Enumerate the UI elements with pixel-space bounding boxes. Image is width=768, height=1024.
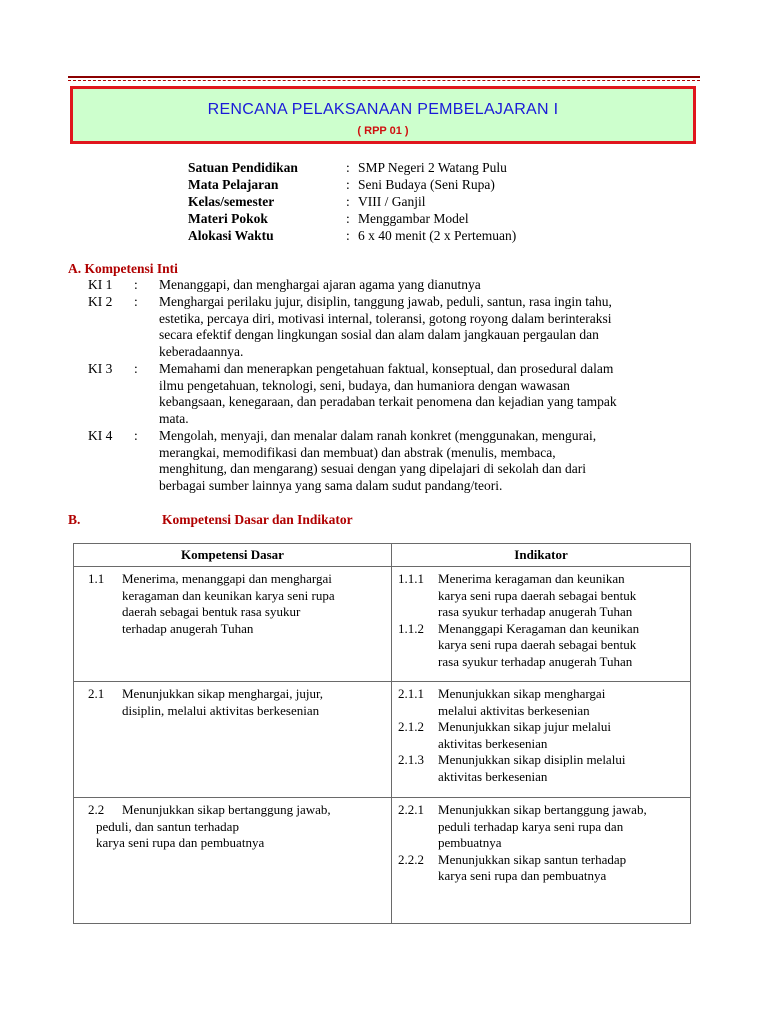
section-b-heading: Kompetensi Dasar dan Indikator [162, 512, 353, 527]
identity-colon: : [346, 194, 350, 209]
indicator-item [398, 621, 686, 671]
identity-row [188, 193, 516, 210]
table-row [74, 567, 691, 682]
ki-line: Menanggapi, dan menghargai ajaran agama yang dianutnya [159, 277, 481, 292]
kd-number: 2.2 [88, 802, 105, 817]
indicator-line: karya seni rupa daerah sebagai bentuk [438, 587, 637, 603]
table-header-row [74, 544, 691, 567]
identity-label: Satuan Pendidikan [188, 160, 298, 175]
indicator-number: 1.1.1 [398, 571, 425, 586]
ki-item-4 [88, 428, 694, 494]
header-rule [68, 76, 700, 78]
identity-row [188, 210, 516, 227]
indicator-line: rasa syukur terhadap anugerah Tuhan [438, 604, 633, 619]
kd-cell [74, 798, 392, 924]
indicator-item [398, 719, 686, 752]
kd-line: disiplin, melalui aktivitas berkesenian [122, 702, 320, 718]
ki-code: KI 3 [88, 361, 113, 376]
kd-cell [74, 567, 392, 682]
ki-text [159, 428, 694, 494]
header-rule-dashed [68, 80, 700, 81]
column-header-indicator: Indikator [392, 544, 691, 567]
identity-colon: : [346, 160, 350, 175]
identity-colon: : [346, 177, 350, 192]
identity-value: 6 x 40 menit (2 x Pertemuan) [358, 228, 517, 243]
indicator-cell [392, 682, 691, 798]
identity-row [188, 176, 516, 193]
ki-line: berbagai sumber lainnya yang sama dalam sudut pandang/teori. [159, 477, 503, 493]
indicator-line: karya seni rupa dan pembuatnya [438, 868, 607, 883]
ki-item-1 [88, 277, 694, 294]
ki-item-2 [88, 294, 694, 360]
indicator-number: 2.2.1 [398, 802, 425, 817]
ki-line: Mengolah, menyaji, dan menalar dalam ranah konkret (menggunakan, mengurai, [159, 428, 597, 443]
indicator-line: peduli terhadap karya seni rupa dan [438, 818, 624, 834]
identity-row [188, 159, 516, 176]
ki-text [159, 277, 694, 294]
kd-cell [74, 682, 392, 798]
indicator-number: 2.2.2 [398, 851, 425, 867]
ki-text [159, 294, 694, 360]
kd-line: terhadap anugerah Tuhan [122, 620, 254, 636]
kd-line: karya seni rupa dan pembuatnya [96, 835, 265, 850]
ki-line: merangkai, memodifikasi dan membuat) dan abstrak (menulis, membaca, [159, 444, 556, 460]
indicator-line: Menunjukkan sikap bertanggung jawab, [438, 802, 647, 817]
identity-label: Kelas/semester [188, 194, 275, 209]
title-box [70, 86, 696, 144]
ki-line: mata. [159, 410, 189, 426]
indicator-line: aktivitas berkesenian [438, 768, 548, 784]
kd-indicator-table [73, 543, 691, 924]
indicator-item [398, 571, 686, 621]
column-header-kd: Kompetensi Dasar [74, 544, 392, 567]
kd-line: Menunjukkan sikap bertanggung jawab, [122, 802, 331, 817]
document-subtitle: ( RPP 01 ) [357, 125, 409, 137]
indicator-number: 2.1.2 [398, 719, 425, 734]
identity-value: Seni Budaya (Seni Rupa) [358, 177, 495, 192]
indicator-item [398, 752, 686, 785]
ki-colon: : [134, 294, 138, 309]
ki-code: KI 1 [88, 277, 113, 292]
ki-text [159, 361, 694, 427]
identity-colon: : [346, 211, 350, 226]
indicator-line: Menunjukkan sikap jujur melalui [438, 719, 611, 734]
ki-colon: : [134, 428, 138, 443]
identity-value: VIII / Ganjil [358, 194, 426, 209]
ki-line: keberadaannya. [159, 343, 244, 359]
kd-number: 1.1 [88, 571, 105, 586]
indicator-line: rasa syukur terhadap anugerah Tuhan [438, 653, 633, 669]
kd-line: keragaman dan keunikan karya seni rupa [122, 587, 335, 603]
indicator-cell [392, 798, 691, 924]
ki-item-3 [88, 361, 694, 427]
identity-label: Mata Pelajaran [188, 177, 279, 192]
indicator-line: Menunjukkan sikap disiplin melalui [438, 752, 626, 767]
identity-label: Alokasi Waktu [188, 228, 274, 243]
indicator-line: karya seni rupa daerah sebagai bentuk [438, 637, 637, 652]
ki-line: ilmu pengetahuan, teknologi, seni, budaya, dan humaniora dengan wawasan [159, 377, 570, 393]
ki-line: kebangsaan, kenegaraan, dan peradaban terkait penomena dan kejadian yang tampak [159, 394, 617, 409]
table-row [74, 682, 691, 798]
indicator-number: 2.1.3 [398, 752, 425, 767]
section-a-heading: A. Kompetensi Inti [68, 261, 178, 276]
kd-number: 2.1 [88, 686, 105, 701]
ki-line: menghitung, dan mengarang) sesuai dengan yang dipelajari di sekolah dan dari [159, 461, 586, 476]
indicator-line: aktivitas berkesenian [438, 735, 548, 751]
indicator-line: pembuatnya [438, 835, 502, 850]
identity-table [188, 159, 516, 244]
indicator-item [398, 852, 686, 885]
document-title: RENCANA PELAKSANAAN PEMBELAJARAN I [207, 101, 559, 118]
kd-line: Menerima, menanggapi dan menghargai [122, 571, 332, 586]
ki-line: secara efektif dengan lingkungan sosial dan alam dalam jangkauan pergaulan dan [159, 327, 599, 342]
kd-line: Menunjukkan sikap menghargai, jujur, [122, 686, 324, 701]
ki-line: estetika, percaya diri, motivasi internal, toleransi, gotong royong dalam berinteraksi [159, 310, 612, 326]
indicator-item [398, 686, 686, 719]
ki-line: Memahami dan menerapkan pengetahuan faktual, konseptual, dan prosedural dalam [159, 361, 614, 376]
indicator-line: Menanggapi Keragaman dan keunikan [438, 620, 640, 636]
ki-colon: : [134, 361, 138, 376]
indicator-line: Menunjukkan sikap santun terhadap [438, 851, 627, 867]
indicator-number: 2.1.1 [398, 686, 425, 701]
ki-code: KI 2 [88, 294, 113, 309]
identity-colon: : [346, 228, 350, 243]
identity-row [188, 227, 516, 244]
ki-line: Menghargai perilaku jujur, disiplin, tanggung jawab, peduli, santun, rasa ingin tahu, [159, 294, 612, 309]
identity-label: Materi Pokok [188, 211, 268, 226]
identity-value: Menggambar Model [358, 211, 469, 226]
ki-code: KI 4 [88, 428, 113, 443]
table-row [74, 798, 691, 924]
kd-line: peduli, dan santun terhadap [96, 818, 239, 834]
indicator-number: 1.1.2 [398, 620, 425, 636]
indicator-line: melalui aktivitas berkesenian [438, 702, 590, 718]
indicator-item [398, 802, 686, 852]
identity-value: SMP Negeri 2 Watang Pulu [358, 160, 507, 175]
ki-colon: : [134, 277, 138, 292]
section-b-letter: B. [68, 512, 81, 527]
indicator-line: Menunjukkan sikap menghargai [438, 686, 606, 701]
indicator-line: Menerima keragaman dan keunikan [438, 571, 625, 586]
kd-line: daerah sebagai bentuk rasa syukur [122, 604, 301, 619]
indicator-cell [392, 567, 691, 682]
